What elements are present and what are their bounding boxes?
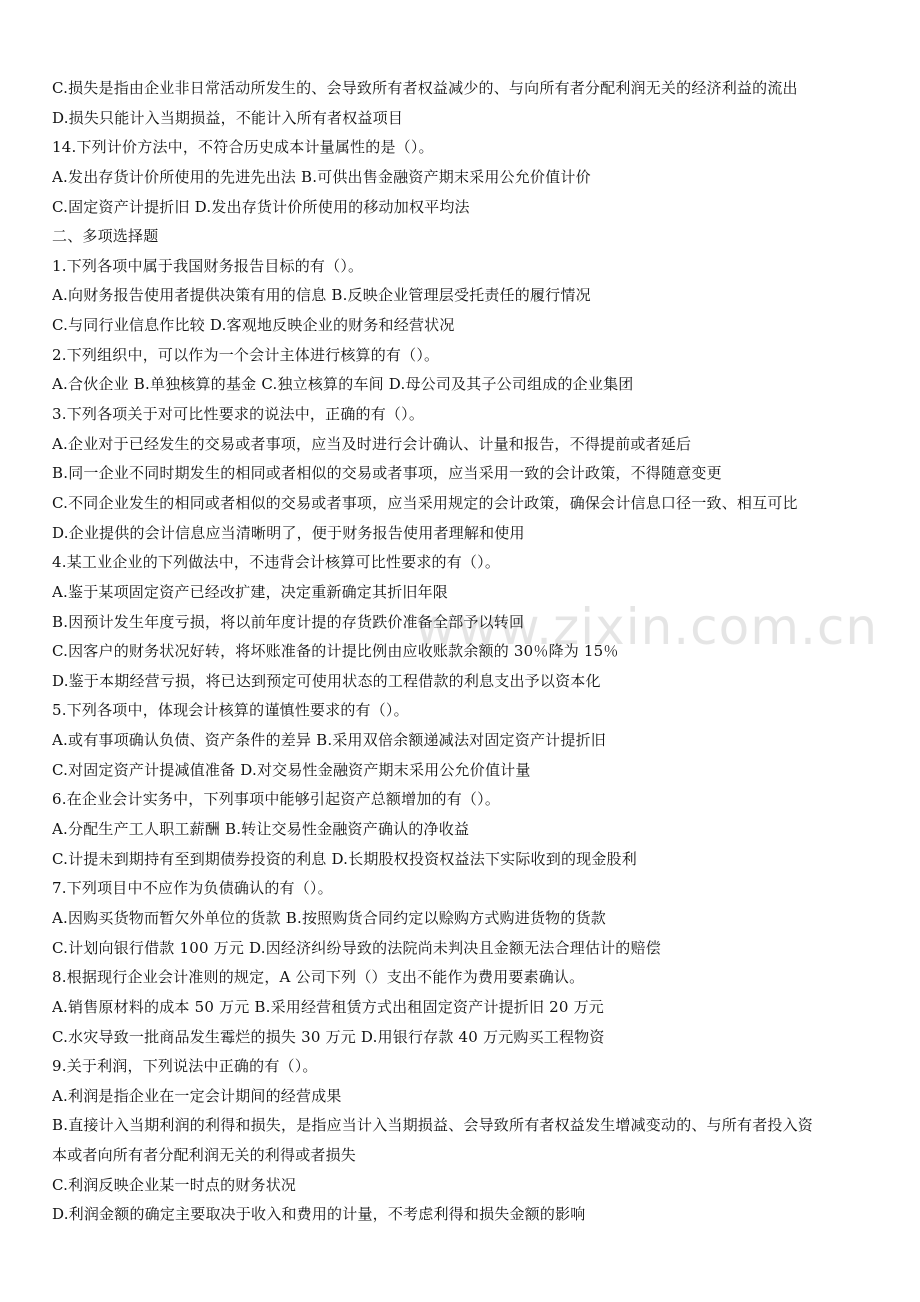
text-line: 7.下列项目中不应作为负债确认的有（）。 (52, 879, 333, 898)
text-line: B.同一企业不同时期发生的相同或者相似的交易或者事项，应当采用一致的会计政策，不得随意变更 (52, 464, 722, 483)
text-line: C.损失是指由企业非日常活动所发生的、会导致所有者权益减少的、与向所有者分配利润无关的经济利益的流出 (52, 79, 798, 97)
text-line: 本或者向所有者分配利润无关的利得或者损失 (52, 1146, 357, 1165)
text-line: A.分配生产工人职工薪酬 B.转让交易性金融资产确认的净收益 (52, 820, 470, 839)
text-line: D.利润金额的确定主要取决于收入和费用的计量，不考虑利得和损失金额的影响 (52, 1205, 586, 1224)
text-line: A.企业对于已经发生的交易或者事项，应当及时进行会计确认、计量和报告，不得提前或者延后 (52, 434, 692, 453)
text-line: C.水灾导致一批商品发生霉烂的损失 30 万元 D.用银行存款 40 万元购买工程物资 (52, 1027, 605, 1046)
text-line: B.直接计入当期利润的利得和损失，是指应当计入当期损益、会导致所有者权益发生增减变动的、与所有者投入资 (52, 1116, 813, 1135)
text-line: A.利润是指企业在一定会计期间的经营成果 (52, 1086, 342, 1105)
watermark: www.zixin.com.cn (415, 598, 879, 656)
text-line: 8.根据现行企业会计准则的规定，A 公司下列（）支出不能作为费用要素确认。 (52, 968, 585, 987)
text-line: C.计提未到期持有至到期债券投资的利息 D.长期股权投资权益法下实际收到的现金股利 (52, 849, 637, 868)
text-line: 5.下列各项中，体现会计核算的谨慎性要求的有（）。 (52, 701, 409, 720)
text-line: A.销售原材料的成本 50 万元 B.采用经营租赁方式出租固定资产计提折旧 20 万元 (52, 997, 605, 1016)
text-line: C.固定资产计提折旧 D.发出存货计价所使用的移动加权平均法 (52, 197, 470, 216)
text-line: A.发出存货计价所使用的先进先出法 B.可供出售金融资产期末采用公允价值计价 (52, 167, 591, 186)
text-line: A.合伙企业 B.单独核算的基金 C.独立核算的车间 D.母公司及其子公司组成的企业集团 (52, 375, 634, 394)
text-line: B.因预计发生年度亏损，将以前年度计提的存货跌价准备全部予以转回 (52, 612, 525, 631)
text-line: C.因客户的财务状况好转，将坏账准备的计提比例由应收账款余额的 30％降为 15％ (52, 642, 619, 661)
text-line: 9.关于利润，下列说法中正确的有（）。 (52, 1057, 318, 1076)
text-line: 二、多项选择题 (52, 227, 159, 246)
text-line: 4.某工业企业的下列做法中，不违背会计核算可比性要求的有（）。 (52, 553, 501, 572)
text-line: 2.下列组织中，可以作为一个会计主体进行核算的有（）。 (52, 345, 440, 364)
text-line: 3.下列各项关于对可比性要求的说法中，正确的有（）。 (52, 405, 425, 424)
text-line: A.向财务报告使用者提供决策有用的信息 B.反映企业管理层受托责任的履行情况 (52, 286, 591, 305)
text-line: A.或有事项确认负债、资产条件的差异 B.采用双倍余额递减法对固定资产计提折旧 (52, 731, 606, 750)
text-line: C.利润反映企业某一时点的财务状况 (52, 1175, 297, 1194)
text-line: 14.下列计价方法中，不符合历史成本计量属性的是（）。 (52, 138, 434, 157)
text-line: 1.下列各项中属于我国财务报告目标的有（）。 (52, 256, 364, 275)
text-line: C.对固定资产计提减值准备 D.对交易性金融资产期末采用公允价值计量 (52, 760, 531, 779)
text-line: C.不同企业发生的相同或者相似的交易或者事项，应当采用规定的会计政策，确保会计信息口径一致、相互可比 (52, 493, 798, 512)
text-line: D.损失只能计入当期损益，不能计入所有者权益项目 (52, 108, 404, 127)
text-line: D.鉴于本期经营亏损，将已达到预定可使用状态的工程借款的利息支出予以资本化 (52, 671, 601, 690)
text-line: A.因购买货物而暂欠外单位的货款 B.按照购货合同约定以赊购方式购进货物的货款 (52, 908, 606, 927)
text-line: 6.在企业会计实务中，下列事项中能够引起资产总额增加的有（）。 (52, 790, 501, 809)
text-line: C.计划向银行借款 100 万元 D.因经济纠纷导致的法院尚未判决且金额无法合理估计的赔偿 (52, 938, 661, 957)
text-line: D.企业提供的会计信息应当清晰明了，便于财务报告使用者理解和使用 (52, 523, 525, 542)
text-line: A.鉴于某项固定资产已经改扩建，决定重新确定其折旧年限 (52, 582, 449, 601)
text-line: C.与同行业信息作比较 D.客观地反映企业的财务和经营状况 (52, 316, 455, 335)
